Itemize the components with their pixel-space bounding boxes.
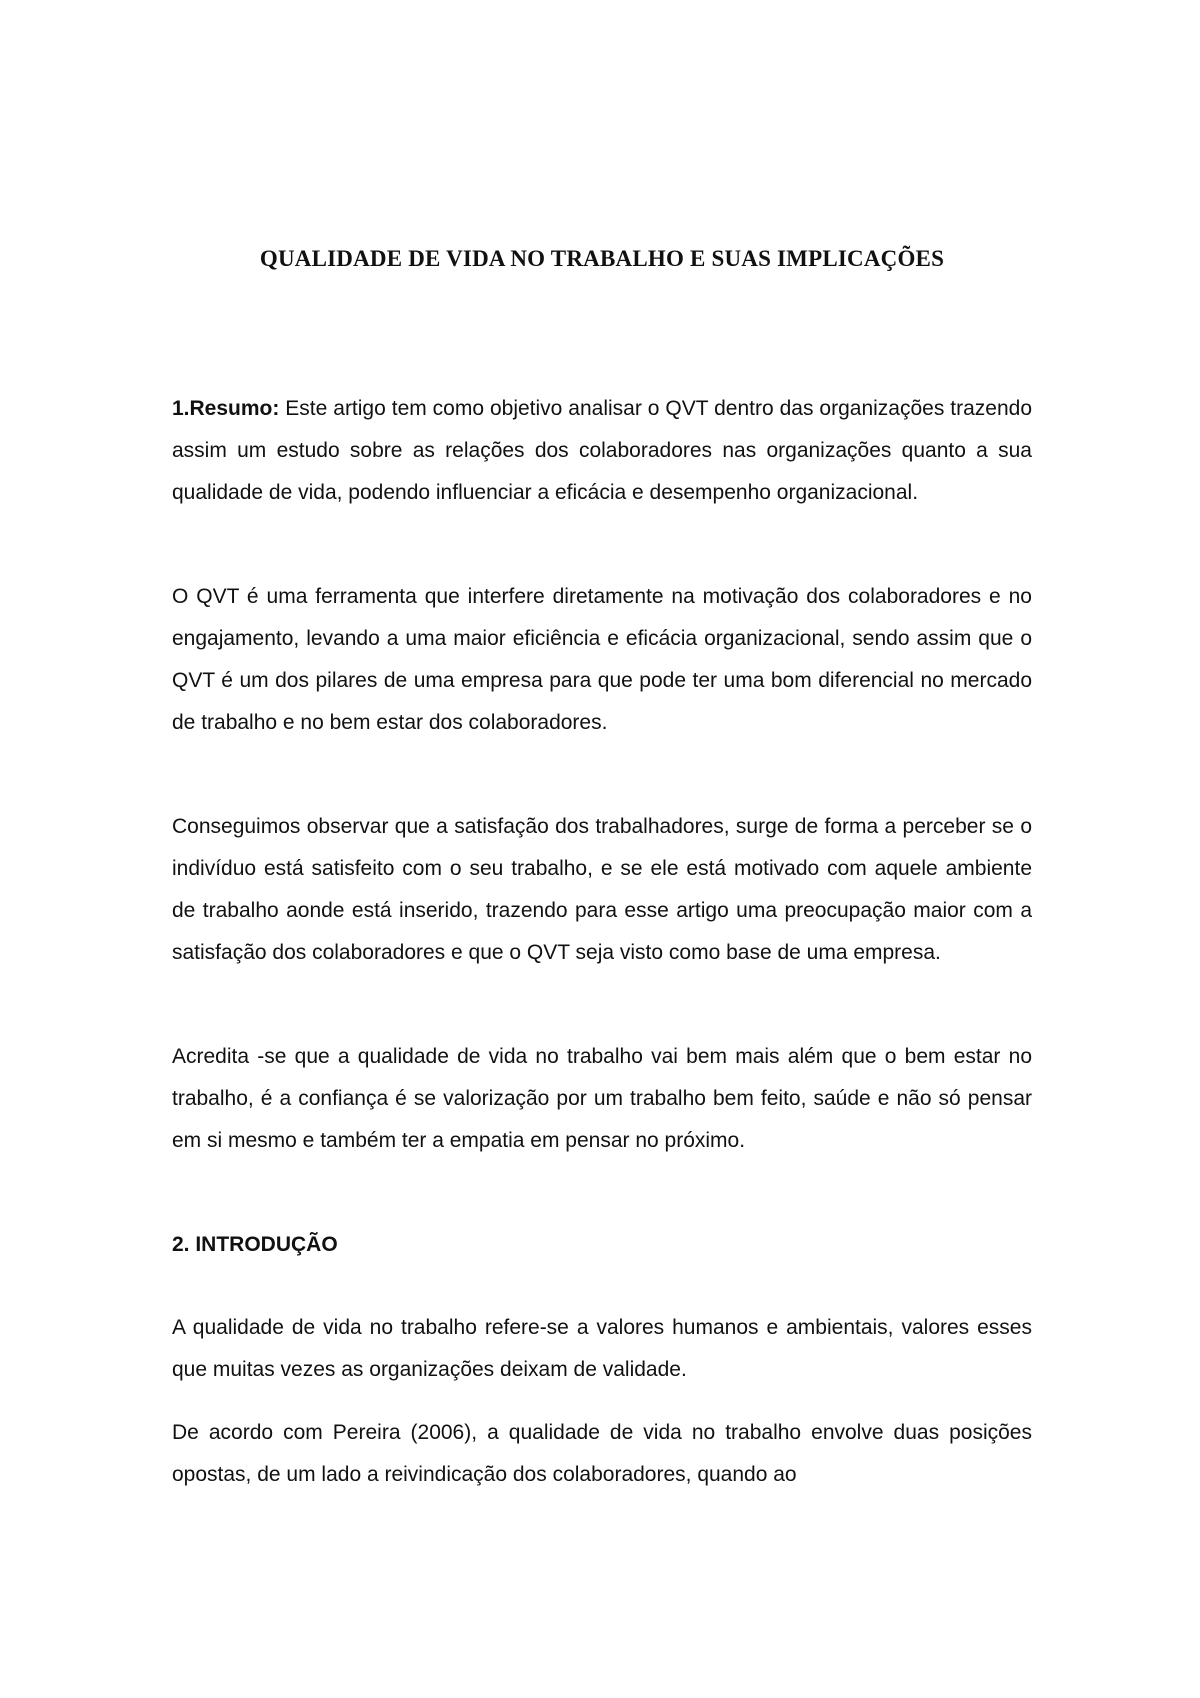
document-title: QUALIDADE DE VIDA NO TRABALHO E SUAS IMPLICAÇÕES <box>259 246 945 271</box>
introduction-heading: 2. INTRODUÇÃO <box>172 1233 338 1256</box>
summary-label: 1.Resumo: <box>172 397 280 420</box>
body-paragraph: Acredita -se que a qualidade de vida no trabalho vai bem mais além que o bem estar no trabalho, é a confiança é se valorização por um trabalho bem feito, saúde e não só pensar em si mesmo e também ter a empatia em pensar no próximo. <box>172 1045 1032 1152</box>
summary-text: Este artigo tem como objetivo analisar o QVT dentro das organizações trazendo assim um estudo sobre as relações dos colaboradores nas organizações quanto a sua qualidade de vida, podendo influenciar a eficácia e desempenho organizacional. <box>172 397 1032 504</box>
summary-paragraph <box>172 388 1032 514</box>
introduction-paragraph: A qualidade de vida no trabalho refere-se a valores humanos e ambientais, valores esses que muitas vezes as organizações deixam de validade. <box>172 1316 1032 1381</box>
body-paragraph: Conseguimos observar que a satisfação dos trabalhadores, surge de forma a perceber se o indivíduo está satisfeito com o seu trabalho, e se ele está motivado com aquele ambiente de trabalho aonde está inserido, trazendo para esse artigo uma preocupação maior com a satisfação dos colaboradores e que o QVT seja visto como base de uma empresa. <box>172 815 1032 964</box>
body-paragraph: O QVT é uma ferramenta que interfere diretamente na motivação dos colaboradores e no engajamento, levando a uma maior eficiência e eficácia organizacional, sendo assim que o QVT é um dos pilares de uma empresa para que pode ter uma bom diferencial no mercado de trabalho e no bem estar dos colaboradores. <box>172 585 1032 734</box>
introduction-paragraph: De acordo com Pereira (2006), a qualidade de vida no trabalho envolve duas posições opostas, de um lado a reivindicação dos colaboradores, quando ao <box>172 1421 1032 1486</box>
